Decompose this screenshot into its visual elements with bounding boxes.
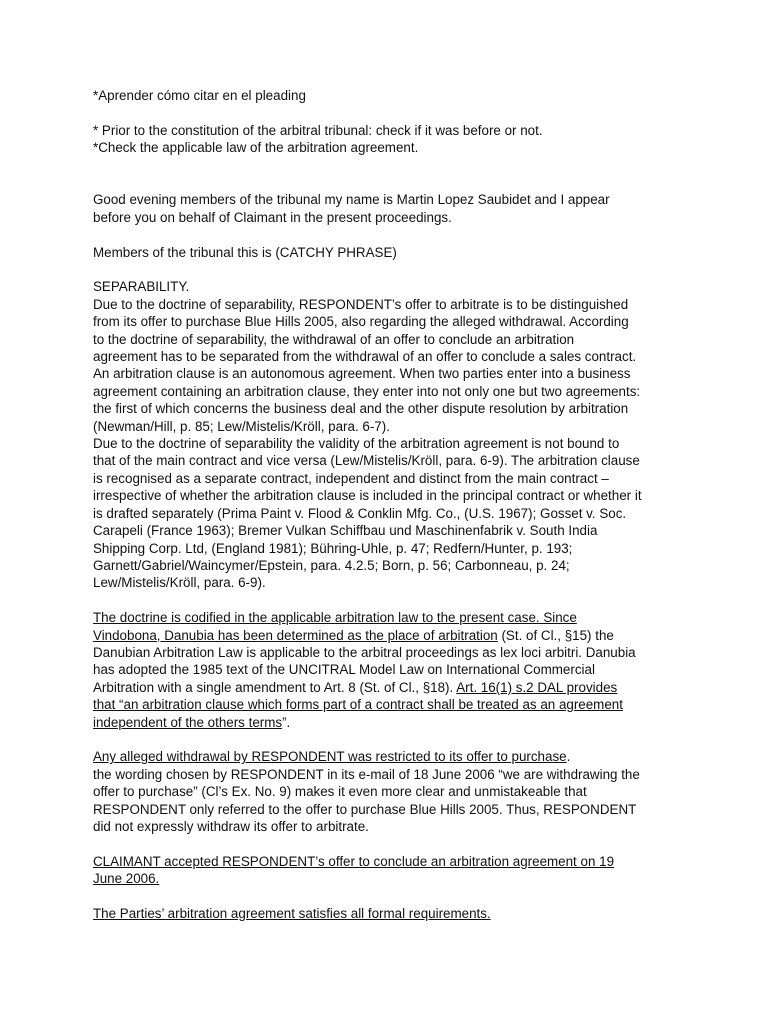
body-line [93, 905, 688, 922]
body-line: is drafted separately (Prima Paint v. Flood & Conklin Mfg. Co., (U.S. 1967); Gosset v. Soc. [93, 505, 627, 521]
body-line: Carapeli (France 1963); Bremer Vulkan Schiffbau und Maschinenfabrik v. South India [93, 523, 598, 539]
body-line [93, 609, 688, 626]
body-line: agreement containing an arbitration clause, they enter into not only one but two agreements: [93, 383, 641, 399]
body-line [93, 870, 688, 887]
body-line: RESPONDENT only referred to the offer to purchase Blue Hills 2005. Thus, RESPONDENT [93, 801, 637, 817]
underlined-text: independent of the others terms [93, 714, 283, 730]
underlined-text: Vindobona, Danubia has been determined as the place of arbitration [93, 627, 498, 643]
body-line: offer to purchase” (Cl’s Ex. No. 9) makes it even more clear and unmistakeable that [93, 784, 587, 800]
body-line: Garnett/Gabriel/Waincymer/Epstein, para. 4.2.5; Born, p. 56; Carbonneau, p. 24; [93, 557, 570, 573]
body-line: is recognised as a separate contract, independent and distinct from the main contract – [93, 470, 609, 486]
plain-text: (St. of Cl., §15) the [497, 627, 614, 643]
separability-section [93, 278, 688, 591]
body-line [93, 627, 688, 644]
underlined-text: Any alleged withdrawal by RESPONDENT was restricted to its offer to purchase [93, 749, 567, 765]
section-heading: SEPARABILITY. [93, 279, 190, 295]
underlined-text: that “an arbitration clause which forms part of a contract shall be treated as an agreement [93, 697, 623, 713]
note-applicable-law: *Check the applicable law of the arbitration agreement. [93, 140, 419, 156]
body-line: has adopted the 1985 text of the UNCITRAL Model Law on International Commercial [93, 662, 595, 678]
intro-line: Good evening members of the tribunal my name is Martin Lopez Saubidet and I appear [93, 192, 610, 208]
body-line: the wording chosen by RESPONDENT in its e-mail of 18 June 2006 “we are withdrawing the [93, 766, 640, 782]
underlined-text: June 2006. [93, 871, 160, 887]
body-line: the first of which concerns the business deal and the other dispute resolution by arbitration [93, 401, 629, 417]
intro-line: before you on behalf of Claimant in the present proceedings. [93, 209, 452, 225]
plain-text: ”. [282, 714, 291, 730]
plain-text: . [566, 749, 571, 765]
body-line: An arbitration clause is an autonomous agreement. When two parties enter into a business [93, 366, 631, 382]
underlined-text: The doctrine is codified in the applicable arbitration law to the present case. Since [93, 610, 577, 626]
intro-paragraph [93, 191, 688, 226]
body-line: that of the main contract and vice versa (Lew/Mistelis/Kröll, para. 6-9). The arbitration clause [93, 453, 640, 469]
accepted-paragraph [93, 853, 688, 888]
body-line [93, 679, 688, 696]
body-line: irrespective of whether the arbitration clause is included in the principal contract or whether it [93, 488, 642, 504]
body-line [93, 714, 688, 731]
plain-text: Arbitration with a single amendment to Art. 8 (St. of Cl., §18). [93, 679, 457, 695]
underlined-text: The Parties’ arbitration agreement satisfies all formal requirements. [93, 905, 491, 921]
body-line: Danubian Arbitration Law is applicable to the arbitral proceedings as lex loci arbitri. Danubia [93, 644, 636, 660]
note-constitution: * Prior to the constitution of the arbitral tribunal: check if it was before or not. [93, 122, 543, 138]
codified-paragraph [93, 609, 688, 731]
body-line: Due to the doctrine of separability the validity of the arbitration agreement is not bound to [93, 436, 620, 452]
body-line [93, 853, 688, 870]
note-cite: *Aprender cómo citar en el pleading [93, 88, 306, 103]
body-line [93, 748, 688, 765]
body-line: (Newman/Hill, p. 85; Lew/Mistelis/Kröll, para. 6-7). [93, 418, 390, 434]
catchy-phrase: Members of the tribunal this is (CATCHY PHRASE) [93, 244, 397, 260]
body-line: agreement has to be separated from the withdrawal of an offer to conclude a sales contract. [93, 349, 637, 365]
body-line: did not expressly withdraw its offer to arbitrate. [93, 818, 369, 834]
body-line: from its offer to purchase Blue Hills 2005, also regarding the alleged withdrawal. According [93, 314, 629, 330]
body-line: Lew/Mistelis/Kröll, para. 6-9). [93, 575, 266, 591]
underlined-text: Art. 16(1) s.2 DAL provides [456, 679, 618, 695]
body-line: Shipping Corp. Ltd, (England 1981); Bühring-Uhle, p. 47; Redfern/Hunter, p. 193; [93, 540, 573, 556]
formal-paragraph [93, 905, 688, 922]
withdrawal-paragraph [93, 748, 688, 835]
body-line: to the doctrine of separability, the withdrawal of an offer to conclude an arbitration [93, 331, 575, 347]
body-line: Due to the doctrine of separability, RESPONDENT’s offer to arbitrate is to be distinguished [93, 296, 629, 312]
underlined-text: CLAIMANT accepted RESPONDENT’s offer to conclude an arbitration agreement on 19 [93, 853, 615, 869]
body-line [93, 696, 688, 713]
